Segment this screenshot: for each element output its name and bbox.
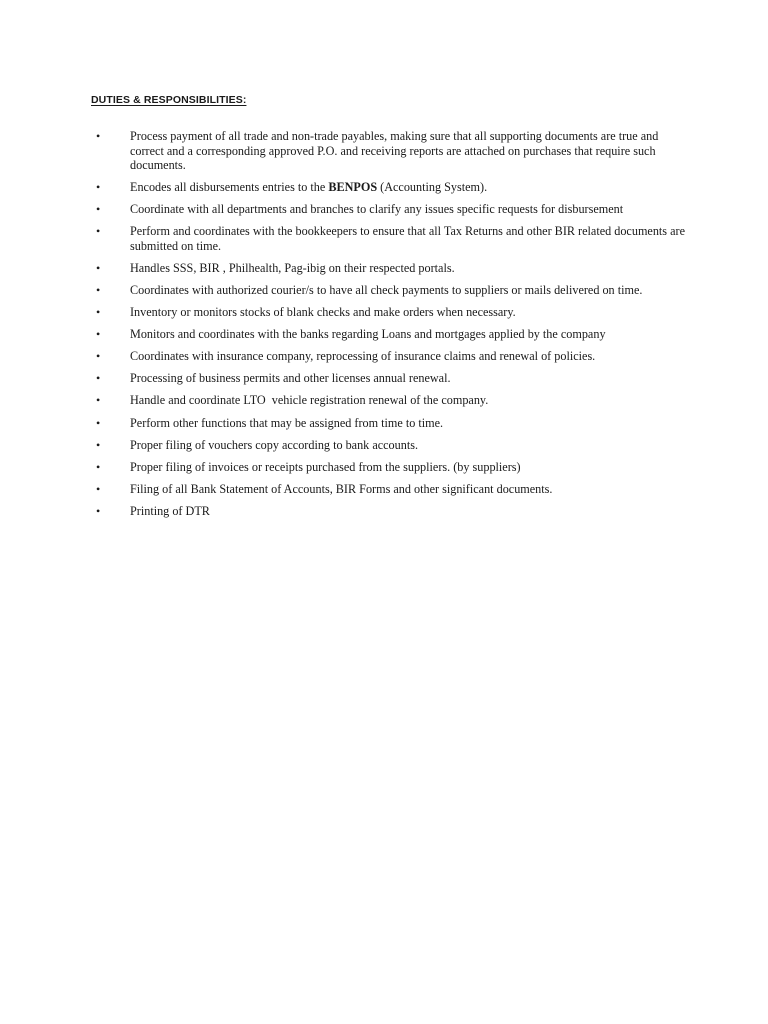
bullet-icon: • (96, 459, 101, 474)
bullet-icon: • (96, 305, 101, 320)
duty-text: Handles SSS, BIR , Philhealth, Pag-ibig on their respected portals. (130, 260, 455, 275)
list-item (96, 305, 686, 320)
duty-text: Proper filing of vouchers copy according to bank accounts. (130, 437, 419, 452)
duty-text: Perform other functions that may be assigned from time to time. (130, 415, 444, 430)
list-item (96, 460, 686, 475)
duty-text: Handle and coordinate LTO vehicle registration renewal of the company. (130, 393, 489, 408)
duty-text: Coordinate with all departments and branches to clarify any issues specific requests for disbursement (130, 202, 624, 217)
bullet-icon: • (96, 282, 101, 297)
duties-list (96, 129, 686, 526)
duty-text: Inventory or monitors stocks of blank checks and make orders when necessary. (130, 305, 516, 320)
list-item (96, 393, 686, 408)
bullet-icon: • (96, 260, 101, 275)
duty-text: Monitors and coordinates with the banks regarding Loans and mortgages applied by the company (130, 327, 606, 342)
list-item (96, 180, 686, 195)
bullet-icon: • (96, 327, 101, 342)
list-item (96, 416, 686, 431)
bullet-icon: • (96, 349, 101, 364)
list-item (96, 327, 686, 342)
duty-text (130, 180, 487, 194)
duty-text: Proper filing of invoices or receipts purchased from the suppliers. (by suppliers) (130, 459, 521, 474)
duty-text: Perform and coordinates with the bookkeepers to ensure that all Tax Returns and other BIR related documents are submitted on time. (130, 224, 685, 253)
duty-text: Coordinates with authorized courier/s to have all check payments to suppliers or mails delivered on time. (130, 282, 643, 297)
bullet-icon: • (96, 371, 101, 386)
bullet-icon: • (96, 224, 101, 239)
bullet-icon: • (96, 393, 101, 408)
list-item (96, 261, 686, 276)
section-heading: DUTIES & RESPONSIBILITIES: (91, 94, 247, 106)
list-item (96, 504, 686, 519)
list-item (96, 482, 686, 497)
duty-text: Printing of DTR (130, 503, 210, 518)
list-item (96, 438, 686, 453)
bullet-icon: • (96, 437, 101, 452)
bullet-icon: • (96, 129, 101, 143)
duty-text-after: (Accounting System). (377, 180, 488, 195)
duty-text: Coordinates with insurance company, reprocessing of insurance claims and renewal of policies. (130, 349, 596, 364)
system-name-bold: BENPOS (328, 180, 378, 195)
duty-text: Process payment of all trade and non-trade payables, making sure that all supporting documents are true and correct and a corresponding approved P.O. and receiving reports are attached on purchases that require such documents. (130, 129, 659, 172)
bullet-icon: • (96, 481, 101, 496)
list-item (96, 202, 686, 217)
bullet-icon: • (96, 415, 101, 430)
list-item (96, 224, 686, 253)
bullet-icon: • (96, 503, 101, 518)
bullet-icon: • (96, 180, 101, 195)
list-item (96, 349, 686, 364)
duty-text: Processing of business permits and other licenses annual renewal. (130, 371, 451, 386)
duty-text: Filing of all Bank Statement of Accounts, BIR Forms and other significant documents. (130, 481, 553, 496)
bullet-icon: • (96, 202, 101, 217)
list-item (96, 283, 686, 298)
list-item (96, 129, 686, 173)
list-item (96, 371, 686, 386)
duty-text-before: Encodes all disbursements entries to the (130, 180, 329, 195)
